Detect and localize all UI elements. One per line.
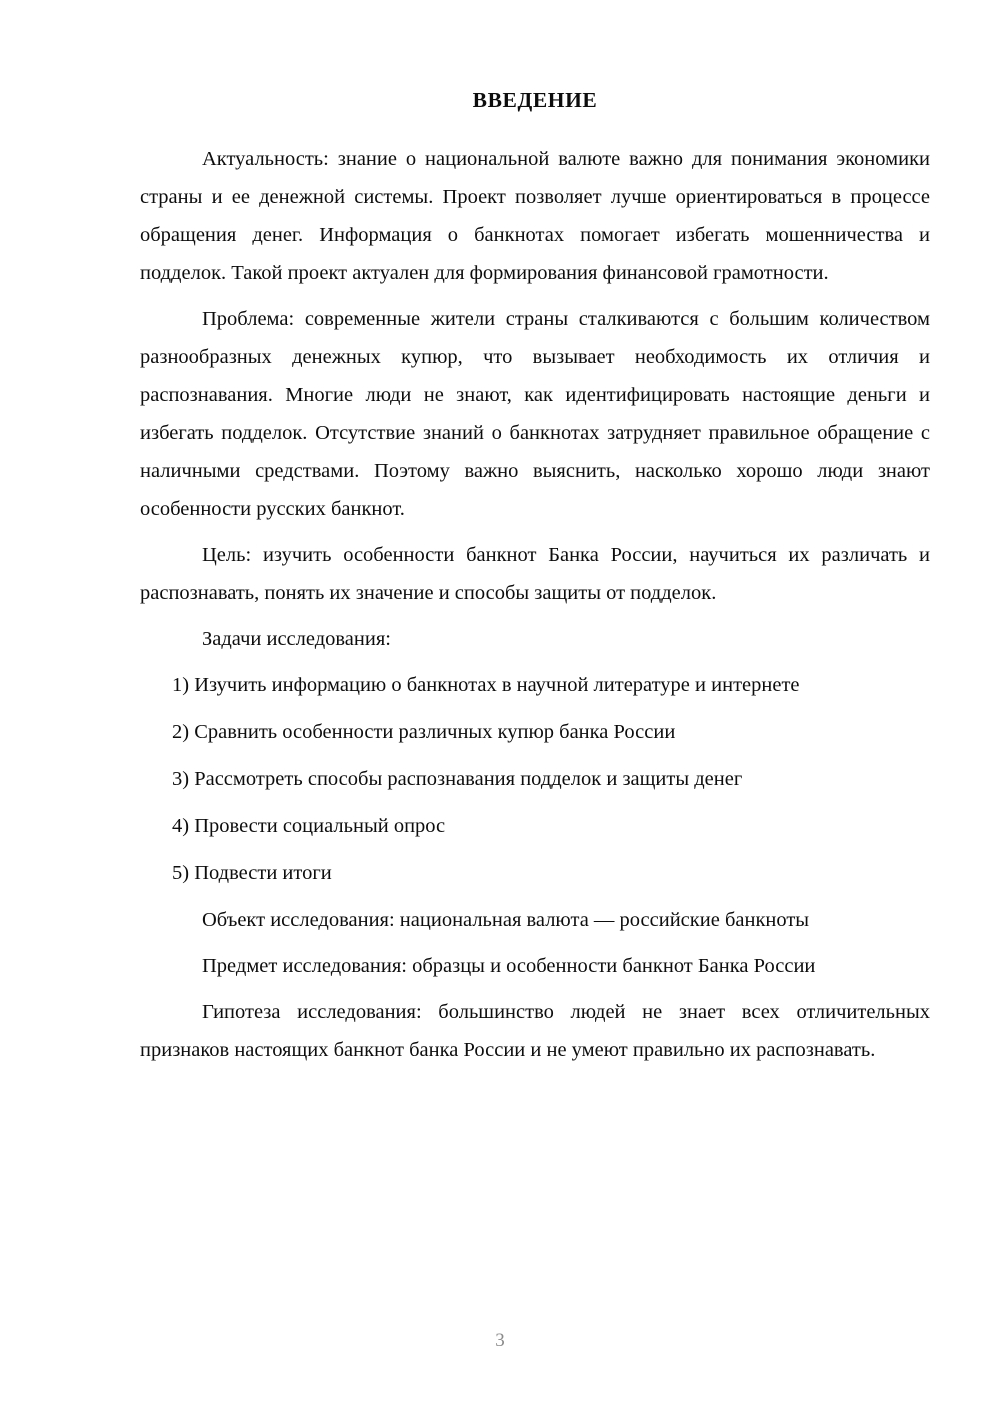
paragraph-object: Объект исследования: национальная валюта — российские банкноты (202, 908, 810, 931)
paragraph-hypothesis: Гипотеза исследования: большинство людей не знает всех отличительных признаков настоящих банкнот банка России и не умеют правильно их распознавать. (140, 1000, 930, 1061)
list-item: 4) Провести социальный опрос (172, 814, 446, 837)
paragraph-tasks-label: Задачи исследования: (202, 627, 391, 650)
list-item: 5) Подвести итоги (172, 861, 332, 884)
paragraph-relevance: Актуальность: знание о национальной валюте важно для понимания экономики страны и ее денежной системы. Проект позволяет лучше ориентироваться в процессе обращения денег. Информация о банкнотах помогает избегать мошенничества и подделок. Такой проект актуален для формирования финансовой грамотности. (140, 147, 930, 284)
paragraph-subject: Предмет исследования: образцы и особенности банкнот Банка России (202, 954, 816, 977)
page-number: 3 (495, 1330, 505, 1351)
paragraph-problem: Проблема: современные жители страны сталкиваются с большим количеством разнообразных денежных купюр, что вызывает необходимость их отличия и распознавания. Многие люди не знают, как идентифицировать настоящие деньги и избегать подделок. Отсутствие знаний о банкнотах затрудняет правильное обращение с наличными средствами. Поэтому важно выяснить, насколько хорошо люди знают особенности русских банкнот. (140, 307, 930, 520)
list-item: 2) Сравнить особенности различных купюр банка России (172, 720, 676, 743)
paragraph-goal: Цель: изучить особенности банкнот Банка России, научиться их различать и распознавать, понять их значение и способы защиты от подделок. (140, 543, 930, 604)
list-item: 3) Рассмотреть способы распознавания подделок и защиты денег (172, 767, 743, 790)
page-title: ВВЕДЕНИЕ (472, 88, 598, 112)
document-body (140, 88, 930, 1069)
task-list (140, 666, 930, 892)
list-item: 1) Изучить информацию о банкнотах в научной литературе и интернете (172, 673, 800, 696)
